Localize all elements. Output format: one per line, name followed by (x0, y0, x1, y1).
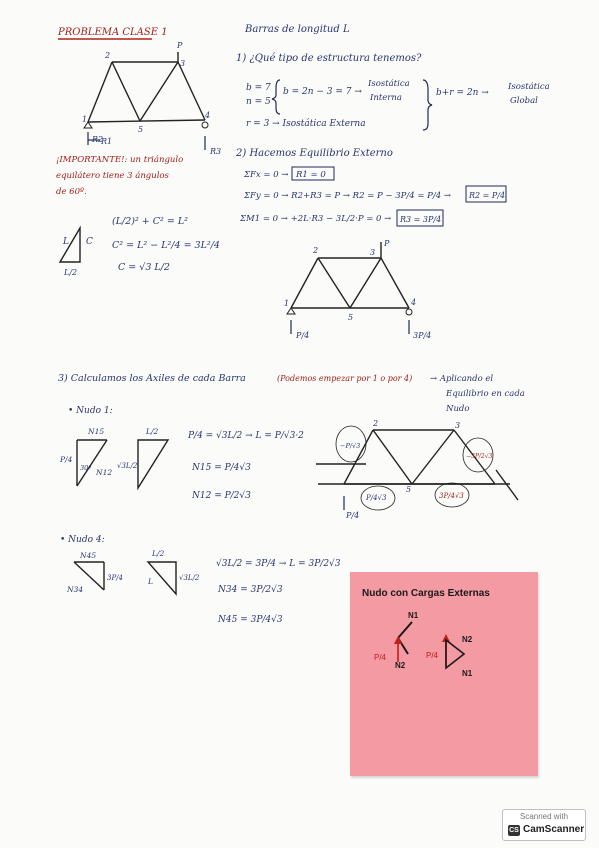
problem-title: PROBLEMA CLASE 1 (58, 27, 168, 38)
tri-eq-2: C² = L² − L²/4 = 3L²/4 (112, 240, 220, 251)
q2-m: ΣM1 = 0 → +2L·R3 − 3L/2·P = 0 → (240, 214, 392, 224)
node1-tri-side: √3L/2 (117, 462, 138, 470)
t3-chip-left: −P/√3 (340, 442, 361, 450)
t3-node-3: 3 (455, 421, 461, 430)
node4-n45: N45 (80, 551, 97, 560)
q1-r: r = 3 → Isostática Externa (246, 119, 366, 129)
t2-node-4: 4 (411, 298, 417, 307)
t2-right-reaction: 3P/4 (413, 331, 432, 340)
tri-half: L/2 (64, 268, 78, 277)
tri-l: L (63, 237, 69, 247)
t1-load-p: P (177, 41, 183, 50)
q1-global-2: Global (510, 96, 538, 106)
t3-node-5: 5 (406, 485, 412, 494)
q1-b: b = 7 (246, 83, 271, 93)
sticky-title: Nudo con Cargas Externas (362, 588, 490, 599)
node4-tri-l: L (148, 577, 153, 586)
tri-eq-3: C = √3 L/2 (118, 262, 170, 273)
t1-node-3: 3 (180, 59, 186, 68)
t2-node-1: 1 (284, 299, 290, 308)
tri-c: C (86, 237, 93, 247)
q1-formula: b = 2n − 3 = 7 → (283, 87, 362, 97)
q1-iso-int-1: Isostática (368, 79, 410, 89)
node4-eq-2: N34 = 3P/2√3 (218, 585, 283, 595)
q2-fy-box-text: R2 = P/4 (469, 191, 506, 200)
t1-r1: R1 (101, 137, 113, 146)
node1-eq-2: N15 = P/4√3 (192, 463, 251, 473)
node1-n15: N15 (88, 427, 105, 436)
truss-diagram-3 (316, 426, 518, 510)
t1-node-1: 1 (82, 115, 88, 124)
node4-n34: N34 (67, 585, 84, 594)
t1-node-2: 2 (105, 51, 111, 60)
q3-title: 3) Calculamos los Axiles de cada Barra (58, 373, 246, 384)
camscanner-brand: CamScanner (523, 824, 585, 835)
important-line-1: ¡IMPORTANTE!: un triángulo (56, 155, 184, 165)
tri-eq-1: (L/2)² + C² = L² (112, 216, 188, 227)
q2-title: 2) Hacemos Equilibrio Externo (236, 148, 393, 159)
sticky-p4-right: P/4 (426, 651, 439, 660)
t2-left-reaction: P/4 (296, 331, 310, 340)
q1-global-formula: b+r = 2n → (436, 88, 489, 98)
node4-eq-1: √3L/2 = 3P/4 → L = 3P/2√3 (216, 559, 341, 569)
node4-label: • Nudo 4: (60, 535, 105, 545)
sticky-p4-left: P/4 (374, 653, 387, 662)
node1-eq-3: N12 = P/2√3 (192, 491, 251, 501)
t2-node-3: 3 (370, 248, 376, 257)
sticky-n2-right: N2 (462, 635, 473, 644)
q1-title: 1) ¿Qué tipo de estructura tenemos? (236, 53, 422, 64)
node1-label: • Nudo 1: (68, 406, 113, 416)
sticky-n2: N2 (395, 661, 406, 670)
node1-tri-top: L/2 (146, 427, 159, 436)
t3-chip-mid-2: 3P/4√3 (439, 492, 464, 500)
sticky-n1-right: N1 (462, 669, 473, 678)
node1-n12: N12 (96, 468, 113, 477)
node4-tri-side: √3L/2 (179, 574, 200, 582)
q1-brace-2 (423, 80, 432, 130)
camscanner-logo-icon: CS (509, 827, 519, 834)
q3-tail-2: Equilibrio en cada (446, 389, 525, 399)
node4-eq-3: N45 = 3P/4√3 (218, 615, 283, 625)
t1-r2: R2 (92, 135, 104, 144)
node4-p: 3P/4 (107, 574, 123, 582)
q2-fx: ΣFx = 0 → (244, 170, 289, 180)
node1-p4: P/4 (60, 455, 73, 464)
node1-geom-triangle (138, 440, 168, 488)
t2-node-5: 5 (348, 313, 354, 322)
t3-chip-mid-1: P/4√3 (366, 494, 387, 502)
t1-node-5: 5 (138, 125, 144, 134)
q1-n: n = 5 (246, 97, 271, 107)
important-line-3: de 60º. (56, 187, 87, 197)
q2-fy: ΣFy = 0 → R2+R3 = P → R2 = P − 3P/4 = P/4 → (244, 191, 451, 201)
t3-node-2: 2 (373, 419, 379, 428)
q3-tail-1: → Aplicando el (430, 374, 494, 384)
node1-eq-1: P/4 = √3L/2 → L = P/√3·2 (188, 431, 304, 441)
node4-tri-top: L/2 (152, 549, 165, 558)
important-line-2: equilátero tiene 3 ángulos (56, 171, 169, 181)
q3-note: (Podemos empezar por 1 o por 4) (277, 374, 413, 383)
camscanner-badge (502, 809, 586, 841)
sticky-n1: N1 (408, 611, 419, 620)
t1-r3: R3 (210, 147, 222, 156)
t2-load-p: P (384, 239, 390, 248)
q3-tail-3: Nudo (446, 404, 470, 414)
t1-node-4: 4 (205, 111, 211, 120)
t2-node-2: 2 (313, 246, 319, 255)
bars-length-header: Barras de longitud L (245, 24, 350, 35)
node1-force-triangle (77, 440, 107, 486)
scanned-with-label: Scanned with (519, 812, 569, 821)
q1-iso-int-2: Interna (370, 93, 402, 103)
sticky-canvas (350, 572, 538, 776)
q2-fx-box-text: R1 = 0 (296, 170, 326, 180)
sticky-note (350, 572, 538, 776)
q2-m-box-text: R3 = 3P/4 (400, 215, 442, 224)
node1-angle: 30º (80, 464, 92, 472)
q1-global-1: Isostática (508, 82, 550, 92)
t3-chip-right: −3P/2√3 (466, 453, 493, 460)
q1-brace-1 (272, 80, 280, 114)
t3-reaction: P/4 (346, 511, 360, 520)
